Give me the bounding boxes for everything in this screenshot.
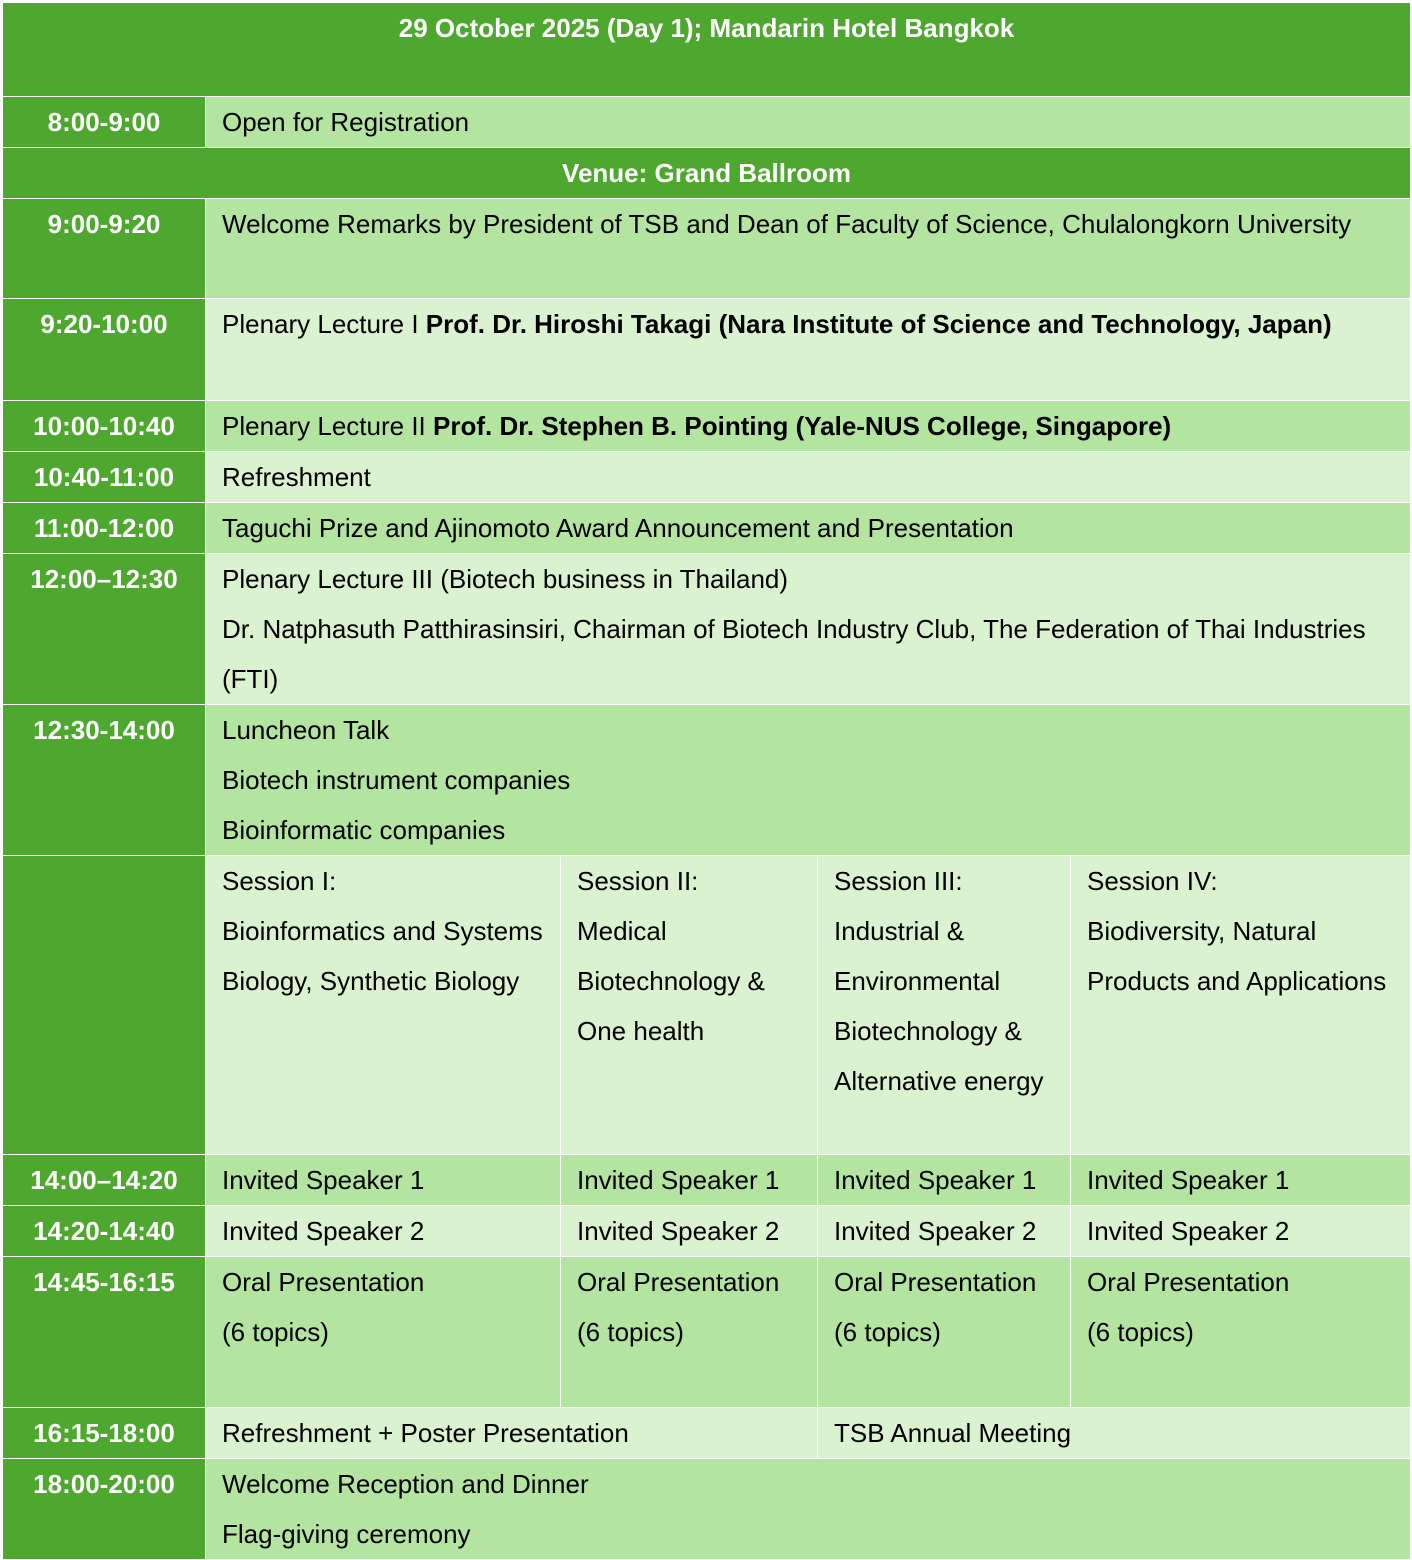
list-item: Welcome Reception and Dinner xyxy=(222,1469,589,1499)
activity-cell: Invited Speaker 2 xyxy=(818,1206,1071,1257)
session-cell xyxy=(561,856,818,1155)
activity-cell: Invited Speaker 2 xyxy=(206,1206,561,1257)
presentation-label: Oral Presentation xyxy=(222,1267,425,1297)
activity-cell: Invited Speaker 1 xyxy=(818,1155,1071,1206)
title-row xyxy=(3,3,1411,97)
session-cell xyxy=(1071,856,1411,1155)
list-item: Luncheon Talk xyxy=(222,715,390,745)
time-cell: 9:00-9:20 xyxy=(3,199,206,299)
time-cell: 14:20-14:40 xyxy=(3,1206,206,1257)
activity-cell xyxy=(206,401,1411,452)
activity-cell: Taguchi Prize and Ajinomoto Award Announcement and Presentation xyxy=(206,503,1411,554)
presentation-count: (6 topics) xyxy=(577,1317,684,1347)
speaker-detail: Dr. Natphasuth Patthirasinsiri, Chairman of Biotech Industry Club, The Federation of Thai Industries (FTI) xyxy=(222,614,1366,694)
presentation-count: (6 topics) xyxy=(222,1317,329,1347)
table-row xyxy=(3,1206,1411,1257)
schedule-table xyxy=(2,2,1411,1560)
activity-cell xyxy=(818,1257,1071,1408)
activity-cell: Invited Speaker 2 xyxy=(561,1206,818,1257)
activity-cell: Invited Speaker 1 xyxy=(206,1155,561,1206)
lecture-title: Plenary Lecture III (Biotech business in Thailand) xyxy=(222,564,789,594)
session-label: Session II: xyxy=(577,866,699,896)
venue-label: Venue: Grand Ballroom xyxy=(3,148,1411,199)
activity-cell xyxy=(206,1459,1411,1560)
table-row xyxy=(3,452,1411,503)
speaker-name: Prof. Dr. Hiroshi Takagi (Nara Institute of Science and Technology, Japan) xyxy=(425,309,1332,339)
table-row xyxy=(3,299,1411,401)
time-cell: 16:15-18:00 xyxy=(3,1408,206,1459)
time-cell xyxy=(3,856,206,1155)
activity-cell xyxy=(206,1257,561,1408)
session-topic: Bioinformatics and Systems Biology, Synthetic Biology xyxy=(222,916,543,996)
activity-cell xyxy=(1071,1257,1411,1408)
activity-cell: Welcome Remarks by President of TSB and Dean of Faculty of Science, Chulalongkorn University xyxy=(206,199,1411,299)
activity-cell xyxy=(206,705,1411,856)
speaker-name: Prof. Dr. Stephen B. Pointing (Yale-NUS College, Singapore) xyxy=(433,411,1172,441)
activity-cell xyxy=(561,1257,818,1408)
session-label: Session I: xyxy=(222,866,337,896)
lecture-label: Plenary Lecture II xyxy=(222,411,433,441)
sessions-row xyxy=(3,856,1411,1155)
session-topic: Biodiversity, Natural Products and Applications xyxy=(1087,916,1387,996)
session-label: Session IV: xyxy=(1087,866,1218,896)
table-row xyxy=(3,554,1411,705)
session-cell xyxy=(206,856,561,1155)
table-row xyxy=(3,1459,1411,1560)
time-cell: 10:40-11:00 xyxy=(3,452,206,503)
activity-cell: Invited Speaker 1 xyxy=(561,1155,818,1206)
time-cell: 11:00-12:00 xyxy=(3,503,206,554)
time-cell: 9:20-10:00 xyxy=(3,299,206,401)
time-cell: 12:30-14:00 xyxy=(3,705,206,856)
time-cell: 10:00-10:40 xyxy=(3,401,206,452)
list-item: Flag-giving ceremony xyxy=(222,1519,471,1549)
time-cell: 14:00–14:20 xyxy=(3,1155,206,1206)
list-item: Bioinformatic companies xyxy=(222,815,506,845)
table-row xyxy=(3,199,1411,299)
session-cell xyxy=(818,856,1071,1155)
table-row xyxy=(3,503,1411,554)
table-row xyxy=(3,1408,1411,1459)
schedule-title: 29 October 2025 (Day 1); Mandarin Hotel Bangkok xyxy=(3,3,1411,97)
activity-cell xyxy=(206,554,1411,705)
table-row xyxy=(3,705,1411,856)
activity-cell xyxy=(206,299,1411,401)
session-label: Session III: xyxy=(834,866,963,896)
table-row xyxy=(3,97,1411,148)
presentation-label: Oral Presentation xyxy=(1087,1267,1290,1297)
time-cell: 12:00–12:30 xyxy=(3,554,206,705)
activity-cell: Invited Speaker 1 xyxy=(1071,1155,1411,1206)
activity-cell: TSB Annual Meeting xyxy=(818,1408,1411,1459)
list-item: Biotech instrument companies xyxy=(222,765,571,795)
time-cell: 18:00-20:00 xyxy=(3,1459,206,1560)
time-cell: 8:00-9:00 xyxy=(3,97,206,148)
venue-row xyxy=(3,148,1411,199)
activity-cell: Open for Registration xyxy=(206,97,1411,148)
table-row xyxy=(3,401,1411,452)
table-row xyxy=(3,1257,1411,1408)
time-cell: 14:45-16:15 xyxy=(3,1257,206,1408)
table-row xyxy=(3,1155,1411,1206)
presentation-label: Oral Presentation xyxy=(577,1267,780,1297)
activity-cell: Invited Speaker 2 xyxy=(1071,1206,1411,1257)
presentation-label: Oral Presentation xyxy=(834,1267,1037,1297)
presentation-count: (6 topics) xyxy=(834,1317,941,1347)
lecture-label: Plenary Lecture I xyxy=(222,309,426,339)
activity-cell: Refreshment + Poster Presentation xyxy=(206,1408,818,1459)
session-topic: Medical Biotechnology & One health xyxy=(577,916,765,1046)
activity-cell: Refreshment xyxy=(206,452,1411,503)
session-topic: Industrial & Environmental Biotechnology & Alternative energy xyxy=(834,916,1044,1096)
presentation-count: (6 topics) xyxy=(1087,1317,1194,1347)
